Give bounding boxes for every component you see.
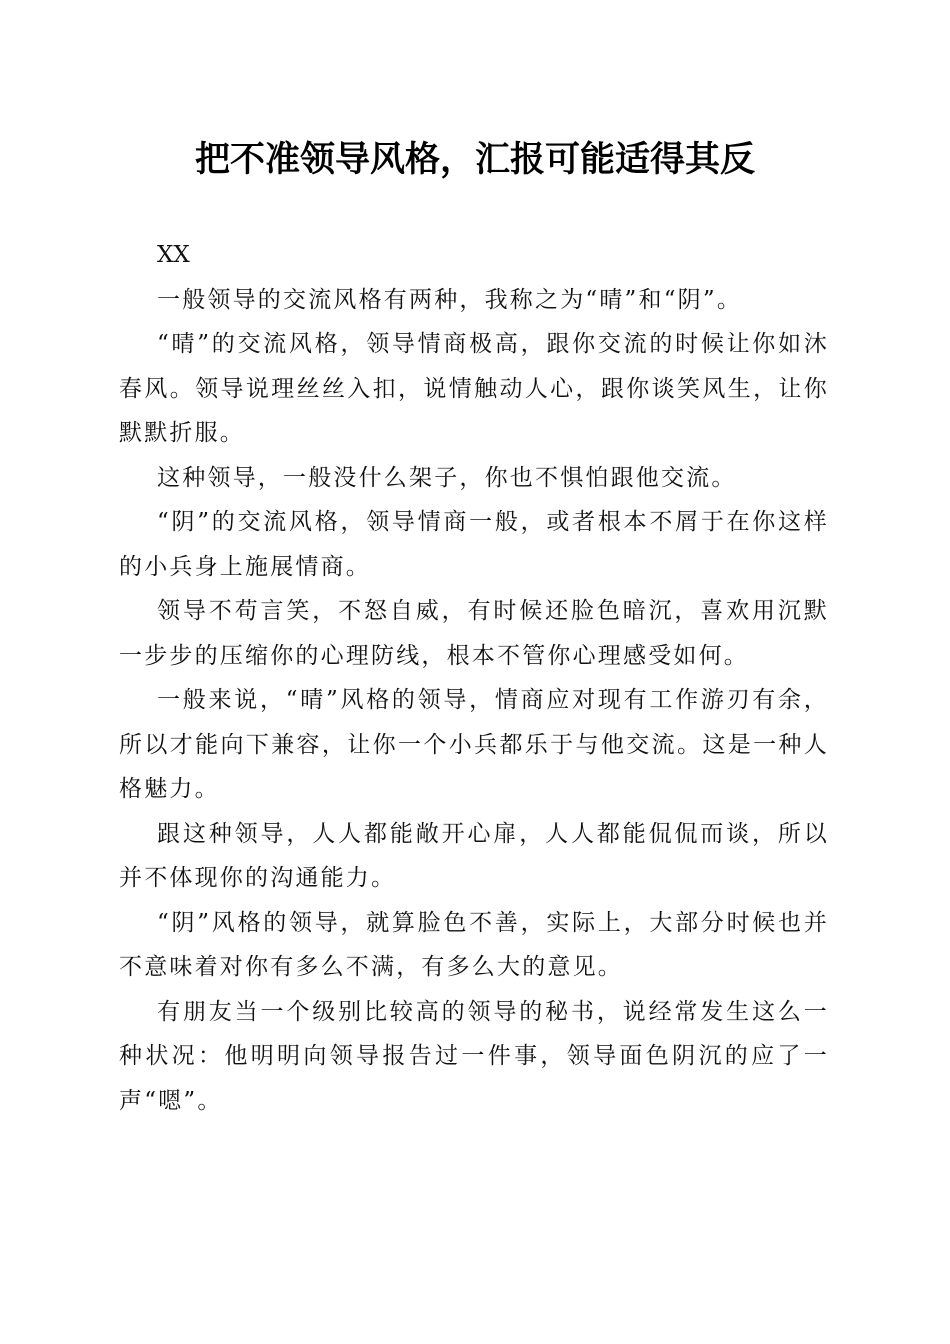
paragraph: “阴”风格的领导，就算脸色不善，实际上，大部分时候也并不意味着对你有多么不满，有多么大的意见。 [119,909,829,980]
paragraph: “晴”的交流风格，领导情商极高，跟你交流的时候让你如沐春风。领导说理丝丝入扣，说情触动人心，跟你谈笑风生，让你默默折服。 [119,331,829,446]
paragraph: 一般来说，“晴”风格的领导，情商应对现有工作游刃有余，所以才能向下兼容，让你一个小兵都乐于与他交流。这是一种人格魅力。 [119,687,829,802]
paragraph: 跟这种领导，人人都能敞开心扉，人人都能侃侃而谈，所以并不体现你的沟通能力。 [119,820,829,891]
document-body [119,233,829,1123]
document-title: 把不准领导风格，汇报可能适得其反 [194,139,755,180]
paragraph: 领导不苟言笑，不怒自威，有时候还脸色暗沉，喜欢用沉默一步步的压缩你的心理防线，根本不管你心理感受如何。 [119,598,829,669]
paragraph: 这种领导，一般没什么架子，你也不惧怕跟他交流。 [157,464,737,491]
author-line: XX [157,242,190,268]
paragraph: 有朋友当一个级别比较高的领导的秘书，说经常发生这么一种状况：他明明向领导报告过一件事，领导面色阴沉的应了一声“嗯”。 [119,998,829,1114]
paragraph: “阴”的交流风格，领导情商一般，或者根本不屑于在你这样的小兵身上施展情商。 [119,509,829,580]
paragraph: 一般领导的交流风格有两种，我称之为“晴”和“阴”。 [157,286,743,313]
